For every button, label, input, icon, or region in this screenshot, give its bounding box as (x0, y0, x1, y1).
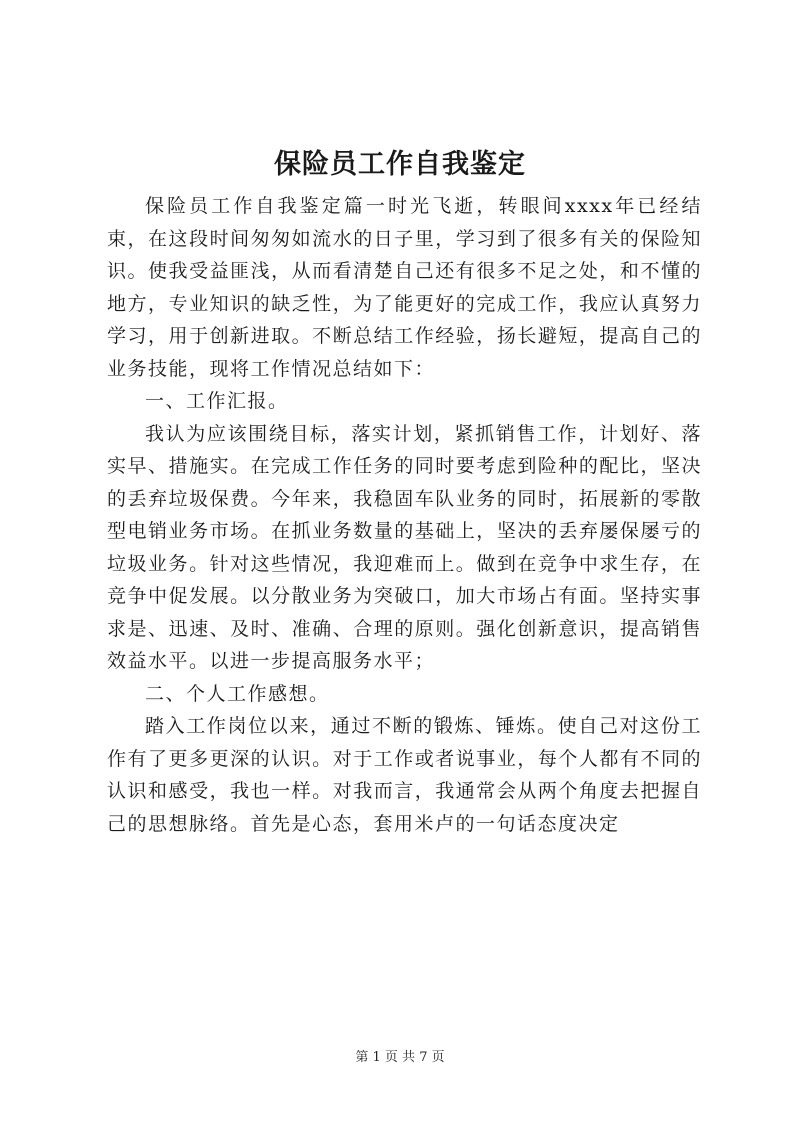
paragraph-work-report: 我认为应该围绕目标，落实计划，紧抓销售工作，计划好、落实早、措施实。在完成工作任务的同时要考虑到险种的配比，坚决的丢弃垃圾保费。今年来，我稳固车队业务的同时，拓展新的零散型电销业务市场。在抓业务数量的基础上，坚决的丢弃屡保屡亏的垃圾业务。针对这些情况，我迎难而上。做到在竞争中求生存，在竞争中促发展。以分散业务为突破口，加大市场占有面。坚持实事求是、迅速、及时、准确、合理的原则。强化创新意识，提高销售效益水平。以进一步提高服务水平； (107, 422, 702, 672)
document-title: 保险员工作自我鉴定 (274, 149, 526, 180)
page-footer: 第 1 页 共 7 页 (355, 1050, 445, 1065)
section-heading-work-report: 一、工作汇报。 (145, 390, 289, 412)
document-body (107, 190, 702, 840)
section-heading-personal-thoughts: 二、个人工作感想。 (145, 682, 330, 705)
paragraph-intro: 保险员工作自我鉴定篇一时光飞逝，转眼间xxxx年已经结束，在这段时间匆匆如流水的日子里，学习到了很多有关的保险知识。使我受益匪浅，从而看清楚自己还有很多不足之处，和不懂的地方，专业知识的缺乏性，为了能更好的完成工作，我应认真努力学习，用于创新进取。不断总结工作经验，扬长避短，提高自己的业务技能，现将工作情况总结如下： (107, 195, 702, 380)
paragraph-personal-thoughts: 踏入工作岗位以来，通过不断的锻炼、锤炼。使自己对这份工作有了更多更深的认识。对于工作或者说事业，每个人都有不同的认识和感受，我也一样。对我而言，我通常会从两个角度去把握自己的思想脉络。首先是心态，套用米卢的一句话态度决定 (107, 715, 702, 835)
